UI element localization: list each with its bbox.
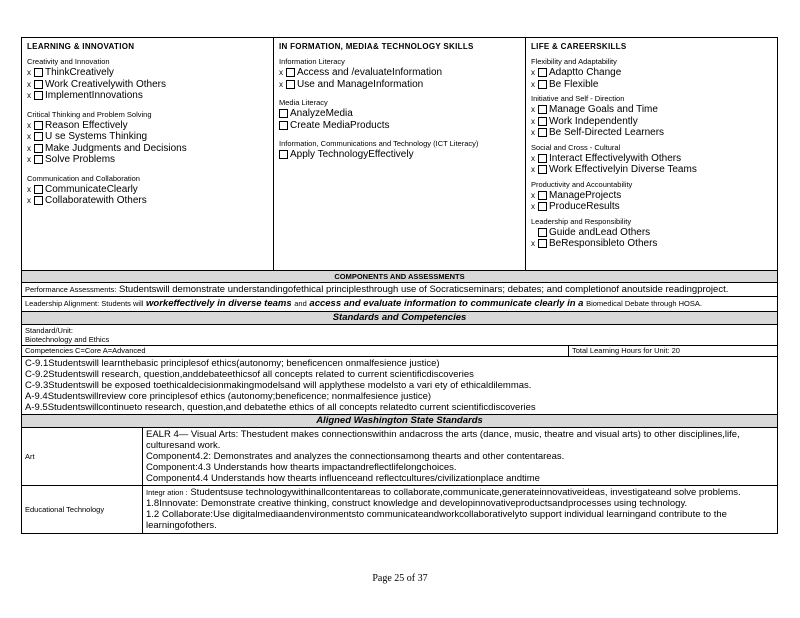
checklist-item [279, 149, 520, 161]
aligned-line: EALR 4— Visual Arts: Thestudent makes connectionswithin andacross the arts (dance, music, theatre and visual arts) to other disciplines,life, culturesand work. [146, 429, 740, 451]
checklist-item [531, 116, 772, 128]
total-hours: Total Learning Hours for Unit: 20 [568, 346, 777, 356]
checkbox-icon[interactable] [34, 196, 43, 205]
checklist-item [27, 143, 268, 155]
check-mark: x [27, 196, 31, 205]
checkbox-icon[interactable] [34, 91, 43, 100]
aligned-line: 1.8Innovate: Demonstrate creative thinking, construct knowledge and developinnovativeproductsandprocesses using technology. [146, 498, 688, 509]
item-label: AnalyzeMedia [290, 108, 353, 119]
group-heading: Creativity and Innovation [27, 57, 110, 66]
aligned-line: 1.2 Collaborate:Use digitalmediaandenvironmentsto communicateandworkcollaborativelyto support individual learningand contribute to the learningofothers. [146, 509, 727, 531]
unit-label: Standard/Unit: [25, 326, 73, 335]
checklist-item [27, 154, 268, 166]
standard-item: C-9.2Studentswill research, question,anddebateethicsof all concepts related to current scientificdiscoveries [25, 369, 474, 380]
item-label: Guide andLead Others [549, 226, 651, 238]
item-label: Create MediaProducts [290, 119, 390, 131]
item-label: Work Effectivelyin Diverse Teams [549, 164, 697, 175]
checklist-item [531, 190, 772, 202]
checkbox-icon[interactable] [34, 68, 43, 77]
information-media-technology-column [274, 38, 526, 270]
checkbox-icon[interactable] [538, 80, 547, 89]
learning-innovation-column [22, 38, 274, 270]
check-mark: x [531, 79, 535, 89]
aligned-line: Component4.4 Understands how thearts influenceand reflectcultures/civilizationplace andtime [146, 473, 540, 484]
checklist-item [531, 164, 772, 176]
check-mark: x [27, 184, 31, 194]
checklist-item [27, 184, 268, 196]
checkbox-icon[interactable] [34, 185, 43, 194]
column-title: LIFE & CAREERSKILLS [531, 42, 627, 51]
standard-unit-row [21, 325, 778, 346]
group-heading: Information Literacy [279, 57, 345, 66]
check-mark: x [531, 190, 535, 200]
group-heading: Flexibility and Adaptability [531, 57, 617, 66]
item-label: CommunicateClearly [45, 183, 138, 195]
check-mark: x [27, 155, 31, 164]
checklist-item [531, 201, 772, 213]
item-label: ProduceResults [549, 201, 620, 212]
checklist-item [27, 195, 268, 207]
item-label: Work Independently [549, 115, 638, 127]
checkbox-icon[interactable] [279, 121, 288, 130]
aligned-label: Art [22, 428, 143, 485]
checkbox-icon[interactable] [286, 68, 295, 77]
unit-value: Biotechnology and Ethics [25, 335, 110, 344]
leadership-label: Leadership Alignment: Students will [25, 299, 144, 308]
checklist-item [279, 108, 520, 120]
check-mark: x [531, 105, 535, 114]
checklist-item [531, 67, 772, 79]
check-mark: x [27, 91, 31, 100]
checkbox-icon[interactable] [34, 155, 43, 164]
leadership-text-2: access and evaluate information to communicate clearly in a [309, 298, 584, 309]
standard-item: C-9.3Studentswill be exposed toethicaldecisionmakingmodelsand will applythese modelsto a vari ety of ethicaldilemmas. [25, 380, 532, 391]
checkbox-icon[interactable] [34, 121, 43, 130]
group-heading: Leadership and Responsibility [531, 216, 632, 226]
aligned-intro [146, 487, 774, 498]
aligned-row-art [21, 428, 778, 486]
checklist-item [27, 120, 268, 132]
item-label: Apply TechnologyEffectively [290, 149, 414, 160]
check-mark: x [531, 202, 535, 211]
item-label: Collaboratewith Others [45, 195, 147, 206]
checkbox-icon[interactable] [538, 228, 547, 237]
checklist-item [531, 227, 772, 239]
item-label: U se Systems Thinking [45, 131, 148, 142]
checkbox-icon[interactable] [538, 165, 547, 174]
checklist-item [27, 67, 268, 79]
checkbox-icon[interactable] [538, 68, 547, 77]
column-title: IN FORMATION, MEDIA& TECHNOLOGY SKILLS [279, 42, 474, 51]
item-label: ThinkCreatively [45, 67, 114, 78]
item-label: Access and /evaluateInformation [297, 67, 443, 78]
check-mark: x [279, 79, 283, 89]
checklist-item [27, 90, 268, 102]
check-mark: x [531, 165, 535, 174]
check-mark: x [531, 153, 535, 163]
aligned-text [143, 486, 777, 533]
check-mark: x [27, 79, 31, 89]
check-mark: x [531, 239, 535, 248]
item-label: Use and ManageInformation [297, 78, 424, 90]
leadership-text-1: workeffectively in diverse teams [146, 298, 292, 309]
standard-item: A-9.5Studentswillcontinueto research, question,and debatethe ethics of all concepts relatedto current scientificdiscoveries [25, 402, 536, 413]
standard-item: C-9.1Studentswill learnthebasic principlesof ethics(autonomy; beneficencen onmalfesience justice) [25, 358, 440, 369]
group-heading: Initiative and Self - Direction [531, 94, 625, 103]
checkbox-icon[interactable] [538, 202, 547, 211]
checklist-item [531, 104, 772, 116]
life-career-column [526, 38, 777, 270]
checkbox-icon[interactable] [286, 80, 295, 89]
performance-text: Studentswill demonstrate understandingofethical principlesthrough use of Socraticseminars; debates; and completionof anoutside readingproject. [118, 284, 729, 295]
checklist-item [531, 127, 772, 139]
checkbox-icon[interactable] [34, 144, 43, 153]
checkbox-icon[interactable] [538, 239, 547, 248]
item-label: Reason Effectively [45, 119, 128, 131]
check-mark: x [531, 68, 535, 77]
checkbox-icon[interactable] [538, 191, 547, 200]
performance-assessments-row [21, 283, 778, 297]
check-mark: x [279, 68, 283, 77]
item-label: ImplementInnovations [45, 90, 143, 101]
aligned-line: Component:4.3 Understands how thearts impactandreflectlifelongchoices. [146, 462, 457, 473]
check-mark: x [27, 68, 31, 77]
check-mark: x [27, 143, 31, 153]
group-heading: Productivity and Accountability [531, 179, 633, 189]
group-heading: Information, Communications and Technology (ICT Literacy) [279, 139, 479, 148]
checklist-item [27, 79, 268, 91]
item-label: Make Judgments and Decisions [45, 142, 187, 154]
item-label: Work Creativelywith Others [45, 78, 166, 90]
item-label: Interact Effectivelywith Others [549, 152, 682, 164]
components-heading: COMPONENTS AND ASSESSMENTS [21, 271, 778, 283]
checkbox-icon[interactable] [279, 150, 288, 159]
standards-list [21, 357, 778, 415]
group-heading: Critical Thinking and Problem Solving [27, 109, 152, 119]
competencies-label: Competencies C=Core A=Advanced [25, 346, 146, 355]
checklist-item [279, 120, 520, 132]
performance-label: Performance Assessments: [25, 285, 117, 294]
checkbox-icon[interactable] [279, 109, 288, 118]
checklist-item [531, 79, 772, 91]
aligned-row-educational-technology [21, 486, 778, 534]
group-heading: Media Literacy [279, 98, 328, 107]
document-page [21, 37, 778, 534]
item-label: Be Flexible [549, 78, 599, 90]
checklist-item [279, 67, 520, 79]
item-label: ManageProjects [549, 189, 622, 201]
leadership-and: and [294, 299, 307, 308]
aligned-standards-heading: Aligned Washington State Standards [21, 415, 778, 428]
checkbox-icon[interactable] [34, 132, 43, 141]
item-label: Be Self-Directed Learners [549, 127, 665, 138]
column-title: LEARNING & INNOVATION [27, 42, 135, 51]
standard-item: A-9.4Studentswillreview core principlesof ethics (autonomy;beneficence; nonmalfesience justice) [25, 391, 432, 402]
checklist-item [531, 153, 772, 165]
skills-table [21, 37, 778, 271]
checklist-item [27, 131, 268, 143]
item-label: BeResponsibleto Others [549, 238, 658, 249]
checkbox-icon[interactable] [538, 128, 547, 137]
checkbox-icon[interactable] [538, 117, 547, 126]
competencies-row [21, 346, 778, 357]
check-mark: x [531, 128, 535, 137]
checklist-item [279, 79, 520, 91]
intro-text: Studentsuse technologywithinallcontentareas to collaborate,communicate,generateinnovativeideas, investigateand solve problems. [190, 487, 741, 498]
intro-label: Integr ation : [146, 488, 188, 497]
item-label: Adaptto Change [549, 67, 622, 78]
aligned-label: Educational Technology [22, 486, 143, 533]
checklist-item [531, 238, 772, 250]
standards-heading: Standards and Competencies [21, 312, 778, 325]
leadership-tail: Biomedical Debate through HOSA. [586, 299, 702, 308]
aligned-text [143, 428, 777, 485]
item-label: Solve Problems [45, 154, 116, 165]
check-mark: x [27, 120, 31, 130]
group-heading: Social and Cross - Cultural [531, 142, 621, 152]
leadership-alignment-row [21, 297, 778, 312]
checkbox-icon[interactable] [538, 105, 547, 114]
check-mark: x [531, 116, 535, 126]
page-number: Page 25 of 37 [372, 573, 428, 584]
group-heading: Communication and Collaboration [27, 173, 140, 183]
check-mark: x [27, 132, 31, 141]
checkbox-icon[interactable] [538, 154, 547, 163]
aligned-line: Component4.2: Demonstrates and analyzes the connectionsamong thearts and other contentareas. [146, 451, 565, 462]
item-label: Manage Goals and Time [549, 104, 658, 115]
checkbox-icon[interactable] [34, 80, 43, 89]
